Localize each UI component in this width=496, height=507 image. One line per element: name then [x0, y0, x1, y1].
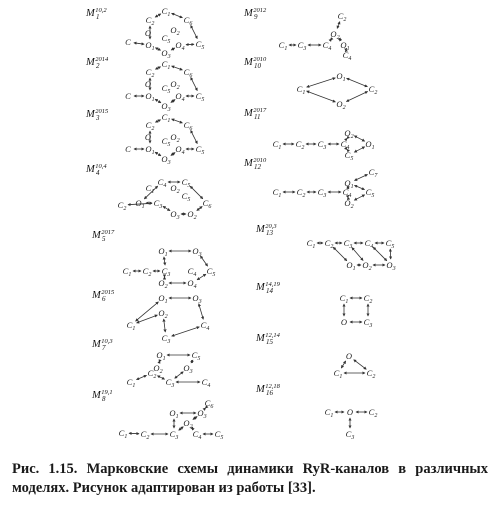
- transition-edge: [191, 25, 198, 38]
- model-label: M$^{12,14}$ 15: [256, 332, 280, 346]
- state-node: $C_1$: [122, 266, 132, 278]
- state-node: $C_1$: [161, 59, 171, 71]
- state-node: $C_1$: [306, 238, 316, 250]
- markov-model-3: [85, 108, 204, 166]
- state-node: $C_5$: [191, 350, 201, 362]
- state-node: $O_1$: [145, 144, 155, 156]
- transition-edge: [155, 120, 160, 123]
- state-node: $C_5$: [206, 266, 216, 278]
- transition-edge: [136, 302, 159, 321]
- model-label: M$^{14,19}$ 14: [256, 281, 280, 295]
- state-node: $O_2$: [344, 128, 354, 140]
- state-node: $C_2$: [117, 200, 127, 212]
- state-node: $C_1$: [324, 407, 334, 419]
- state-node: C: [125, 144, 131, 154]
- state-node: $O_1$: [156, 350, 166, 362]
- state-node: $O_3$: [197, 408, 207, 420]
- model-label: M$^{20,3}$ 13: [256, 223, 277, 237]
- state-node: $C_3$: [161, 333, 171, 345]
- state-node: $C_3$: [169, 429, 179, 441]
- state-node: $O_2$: [158, 278, 168, 290]
- markov-model-11: [243, 107, 375, 162]
- transition-edge: [333, 247, 347, 261]
- transition-edge: [354, 136, 364, 141]
- model-label: $M^{2015}$ 6: [92, 289, 115, 303]
- model-label: M$^{19,1}$ 8: [92, 389, 113, 403]
- state-node: $C_2$: [145, 67, 155, 79]
- model-label: $M^{2014}$ 2: [86, 56, 109, 70]
- state-node: $C_4$: [322, 40, 332, 52]
- state-node: $C_1$: [272, 139, 282, 151]
- state-node: $O_1$: [336, 71, 346, 83]
- state-node: $C_4$: [200, 320, 210, 332]
- state-node: $C_2$: [368, 84, 378, 96]
- state-node: $O_3$: [161, 154, 171, 166]
- state-node: $C_1$: [272, 187, 282, 199]
- markov-model-12: [243, 157, 378, 210]
- state-node: $C_3$: [343, 238, 353, 250]
- model-label: $M^{2012}$ 9: [244, 7, 267, 21]
- state-node: $O_3$: [386, 260, 396, 272]
- state-node: $O_1$: [135, 198, 145, 210]
- state-node: O: [345, 351, 353, 361]
- transition-edge: [191, 130, 198, 143]
- state-node: $O_2$: [170, 132, 180, 144]
- state-node: $C_2$: [366, 368, 376, 380]
- state-node: $O_2$: [158, 308, 168, 320]
- transition-edge: [172, 66, 183, 70]
- transition-edge: [346, 92, 367, 102]
- transition-edge: [307, 91, 336, 102]
- state-node: $O_1$: [340, 40, 350, 52]
- state-node: $C_2$: [145, 120, 155, 132]
- transition-edge: [191, 360, 193, 363]
- state-node: $C_2$: [324, 238, 334, 250]
- state-node: $O_2$: [170, 183, 180, 195]
- state-node: $C_3$: [161, 266, 171, 278]
- state-node: $C_5$: [161, 83, 171, 95]
- transition-edge: [172, 13, 183, 17]
- state-node: $C_5$: [365, 187, 375, 199]
- state-node: $C_3$: [317, 139, 327, 151]
- state-node: $C_6$: [183, 15, 193, 27]
- state-node: $C_4$: [157, 177, 167, 189]
- transition-edge: [163, 206, 170, 210]
- state-node: $C_5$: [195, 39, 205, 51]
- state-node: $C_1$: [126, 377, 136, 389]
- markov-model-2: [85, 56, 204, 113]
- state-node: $C_2$: [363, 293, 373, 305]
- state-node: $C_2$: [295, 139, 305, 151]
- model-label: $M^{2017}$ 11: [244, 107, 267, 121]
- state-node: $C_2$: [145, 15, 155, 27]
- transition-edge: [157, 376, 164, 380]
- state-node: $O_2$: [362, 260, 372, 272]
- model-label: M$^{10,4}$ 4: [86, 163, 107, 177]
- model-label: M$^{10,3}$ 7: [92, 338, 113, 352]
- transition-edge: [137, 315, 158, 323]
- state-node: $C_4$: [342, 187, 352, 199]
- caption-line-2: моделях. Рисунок адаптирован из работы [33].: [12, 480, 316, 496]
- state-node: $C_5$: [161, 136, 171, 148]
- transition-edge: [337, 22, 340, 29]
- transition-edge: [191, 77, 198, 90]
- transition-edge: [190, 186, 203, 199]
- transition-edge: [355, 175, 368, 181]
- state-node: $O_1$: [344, 178, 354, 190]
- markov-model-4: [85, 163, 211, 221]
- state-node: $C_1$: [296, 84, 306, 96]
- caption-line-1: Рис. 1.15. Марковские схемы динамики RyR-каналов в различных: [12, 461, 488, 477]
- transition-edge: [373, 247, 387, 261]
- state-node: $O_1$: [365, 139, 375, 151]
- state-node: $C_2$: [368, 407, 378, 419]
- transition-edge: [134, 43, 144, 44]
- transition-edge: [354, 195, 364, 200]
- transition-edge: [164, 319, 166, 332]
- transition-edge: [352, 248, 363, 261]
- state-node: $C_1$: [145, 183, 155, 195]
- state-node: $C_1$: [126, 320, 136, 332]
- markov-model-9: [243, 7, 351, 62]
- state-node: $C_1$: [161, 112, 171, 124]
- state-node: C: [125, 91, 131, 101]
- state-node: $C_4$: [201, 377, 211, 389]
- state-node: $C_2$: [140, 429, 150, 441]
- transition-edge: [155, 67, 160, 70]
- transition-edge: [172, 327, 200, 336]
- transition-edge: [137, 375, 147, 379]
- state-node: $C_6$: [183, 67, 193, 79]
- state-node: $O_2$: [183, 418, 193, 430]
- transition-edge: [347, 78, 368, 86]
- model-label: M$^{10,2}$ 1: [86, 7, 107, 21]
- transition-edge: [354, 147, 364, 152]
- markov-model-10: [243, 56, 377, 111]
- state-node: $O_1$: [145, 40, 155, 52]
- state-node: $O_4$: [175, 40, 185, 52]
- state-node: $C_6$: [204, 398, 214, 410]
- state-node: $O_4$: [175, 91, 185, 103]
- state-node: $O_3$: [161, 101, 171, 113]
- figure-caption: [12, 460, 488, 498]
- transition-edge: [172, 119, 183, 123]
- state-node: $O_3$: [192, 246, 202, 258]
- transition-edge: [341, 361, 345, 368]
- transition-edge: [155, 14, 161, 17]
- state-node: $O_2$: [170, 25, 180, 37]
- state-node: C: [125, 37, 131, 47]
- state-node: O: [144, 79, 152, 89]
- state-node: $O_1$: [158, 293, 168, 305]
- state-node: $C_2$: [142, 266, 152, 278]
- state-node: $O_1$: [145, 91, 155, 103]
- state-node: $C_1$: [333, 368, 343, 380]
- state-node: $C_3$: [317, 187, 327, 199]
- state-node: $C_5$: [195, 144, 205, 156]
- markov-model-7: [91, 338, 210, 389]
- markov-model-15: [255, 332, 375, 380]
- markov-model-1: [85, 6, 204, 60]
- state-node: $O_2$: [153, 363, 163, 375]
- state-node: $O_1$: [169, 408, 179, 420]
- state-node: $C_3$: [297, 40, 307, 52]
- transition-edge: [197, 274, 206, 280]
- transition-edge: [331, 39, 332, 40]
- model-label: M$^{12,18}$ 16: [256, 383, 280, 397]
- state-node: $C_1$: [118, 428, 128, 440]
- state-node: $C_2$: [296, 187, 306, 199]
- state-node: $O_3$: [192, 293, 202, 305]
- state-node: $C_5$: [161, 33, 171, 45]
- state-node: $C_6$: [183, 120, 193, 132]
- state-node: $C_4$: [364, 238, 374, 250]
- state-node: O: [340, 317, 348, 327]
- state-node: $C_5$: [181, 177, 191, 189]
- transition-edge: [155, 99, 161, 103]
- state-node: $C_4$: [192, 429, 202, 441]
- state-node: O: [346, 407, 354, 417]
- transition-edge: [164, 257, 165, 265]
- transition-edge: [155, 48, 160, 51]
- state-node: $C_5$: [195, 91, 205, 103]
- state-node: $C_1$: [339, 293, 349, 305]
- transition-edge: [197, 207, 202, 211]
- state-node: $C_5$: [181, 191, 191, 203]
- model-label: $M^{2015}$ 3: [86, 108, 109, 122]
- model-label: $M^{2010}$ 10: [244, 56, 267, 70]
- model-label: $M^{2010}$ 12: [244, 157, 267, 171]
- state-node: $C_5$: [385, 238, 395, 250]
- state-node: $C_2$: [147, 368, 157, 380]
- state-node: $O_3$: [183, 363, 193, 375]
- state-node: $O_2$: [187, 209, 197, 221]
- transition-edge: [171, 48, 175, 50]
- markov-model-14: [255, 281, 372, 329]
- markov-model-16: [255, 383, 377, 441]
- state-node: $C_3$: [165, 377, 175, 389]
- state-node: $O_2$: [344, 198, 354, 210]
- markov-model-5: [91, 229, 215, 290]
- state-node: O: [144, 132, 152, 142]
- state-node: $C_1$: [161, 6, 171, 18]
- state-node: $C_6$: [202, 198, 212, 210]
- state-node: $O_4$: [187, 278, 197, 290]
- state-node: $C_1$: [278, 40, 288, 52]
- state-node: $C_5$: [214, 429, 224, 441]
- transition-edge: [354, 360, 367, 370]
- state-node: $C_7$: [368, 167, 378, 179]
- state-node: $O_4$: [175, 144, 185, 156]
- state-node: O: [144, 28, 152, 38]
- transition-edge: [155, 152, 161, 156]
- transition-edge: [199, 304, 204, 319]
- state-node: $C_4$: [340, 139, 350, 151]
- state-node: $C_5$: [344, 150, 354, 162]
- markov-model-13: [255, 223, 396, 272]
- markov-model-8: [91, 389, 223, 441]
- transition-edge: [307, 78, 336, 87]
- state-node: $O_2$: [330, 29, 340, 41]
- state-node: $C_4$: [342, 50, 352, 62]
- state-node: $C_3$: [345, 429, 355, 441]
- transition-edge: [175, 372, 184, 379]
- state-node: $C_2$: [337, 11, 347, 23]
- state-node: $C_3$: [363, 317, 373, 329]
- transition-edge: [355, 185, 365, 189]
- state-node: $O_2$: [170, 79, 180, 91]
- state-node: $O_2$: [336, 99, 346, 111]
- state-node: $O_1$: [158, 246, 168, 258]
- markov-model-6: [91, 289, 209, 345]
- model-label: $M^{2017}$ 5: [92, 229, 115, 243]
- state-node: $C_4$: [187, 266, 197, 278]
- state-node: $C_3$: [153, 198, 163, 210]
- state-node: $O_1$: [346, 260, 356, 272]
- state-node: $O_3$: [161, 48, 171, 60]
- state-node: $O_3$: [170, 209, 180, 221]
